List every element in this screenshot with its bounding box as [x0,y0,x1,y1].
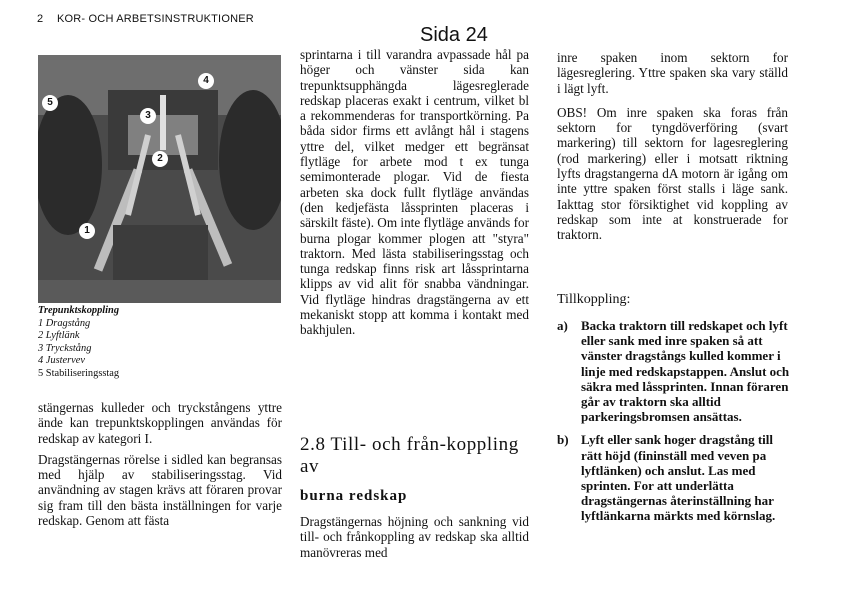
section-subheading: burna redskap [300,488,408,504]
column-1 [38,400,282,528]
figure-caption [38,305,283,381]
column-2 [300,47,529,338]
col3-paragraph-1: inre spaken inom sektorn for lägesreglering. Yttre spaken ska vary ställd i lägt lyft. [557,50,788,96]
col2-paragraph-1: sprintarna i till varandra avpassade hål pa höger och vänster sida kan trepunktsupphängda lägesreglerade redskap placeras exakt i centrum, vilket bl a rekommenderas for transportkörning. Pa båda sidor firms ett avlångt hål i stagens yttre del, vilket medger ett begränsat flytläge for arbete mod t ex tunga semimonterade plogar. Vid de fiesta arbeten ska dock fullt flytläge användas (den kedjefästa låssprinten placeras i särskilt fäste). Om inte flytläge används for burna plogar kommer plogen att "styra" traktorn. Med lästa stabiliseringsstag och tunga redskap finns risk art låssprintarna klipps av vid alit för snabba vändningar. Vid flytläge hindras dragstängerna av ett mekaniskt stopp att komma i kontakt med bakhjulen. [300,47,529,338]
tractor-hitch-photo [38,55,281,303]
column-3 [557,50,788,243]
tillkoppling-heading: Tillkoppling: [557,292,631,307]
caption-item-1: 1 Dragstång [38,317,91,329]
list-text: Lyft eller sank hoger dragstång till rätt höjd (fininställ med veven pa lyftlänken) och anslut. Las med sprinten. For att underlätta dragstängernas återinställning har lyftlänkarna märkts med körnslag. [581,432,776,524]
caption-item-3: 3 Tryckstång [38,342,92,354]
page-label: Sida 24 [420,24,488,46]
page-number: 2 [37,13,44,25]
caption-item-4: 4 Justervev [38,355,86,367]
callout-1: 1 [79,223,95,239]
caption-item-2: 2 Lyftlänk [38,330,80,342]
tillkoppling-list [557,318,790,524]
callout-3: 3 [140,108,156,124]
running-title: KOR- OCH ARBETSINSTRUKTIONER [57,13,254,25]
callout-2: 2 [152,151,168,167]
caption-item-5: 5 Stabiliseringsstag [38,367,120,379]
list-text: Backa traktorn till redskapet och lyft eller sank med inre spaken så att vänster dragstångs kulled kommer i linje med redskapstappen. Anslut och säkra med låssprinten. Innan föraren går av traktorn ska alltid parkeringsbromsen ansättas. [581,318,790,425]
callout-4: 4 [198,73,214,89]
callout-5: 5 [42,95,58,111]
caption-title: Trepunktskoppling [38,305,120,316]
col3-paragraph-2: OBS! Om inre spaken ska foras från sektorn for tyngdöverföring (svart markering) till sektorn for lagesreglering (rod markering) eller i motsatt riktning lyfts dragstangerna dA motorn är igång om inte yttre spaken först stalls i läge sank. Iakttag stor försiktighet vid koppling av redskap som inte at konstruerade for traktorn. [557,104,788,243]
col1-paragraph-2: Dragstängernas rörelse i sidled kan begransas med hjälp av stabiliseringsstag. Vid användning av stagen krävs att föraren provar sig fram till den bästa inställningen for varje redskap. Genom att fästa [38,451,282,529]
hitch-illustration [38,55,281,303]
list-item [557,432,790,523]
list-item [557,318,790,424]
column-2-lower [300,514,529,560]
list-marker: b) [557,432,569,448]
list-marker: a) [557,318,568,333]
col2-paragraph-2: Dragstängernas höjning och sankning vid till- och frånkoppling av redskap ska alltid manövreras med [300,514,529,560]
col1-paragraph-1: stängernas kulleder och tryckstångens yttre ände kan trepunktskopplingen användas för redskap av kategori I. [38,400,282,446]
section-heading: 2.8 Till- och från-koppling av [300,434,519,477]
